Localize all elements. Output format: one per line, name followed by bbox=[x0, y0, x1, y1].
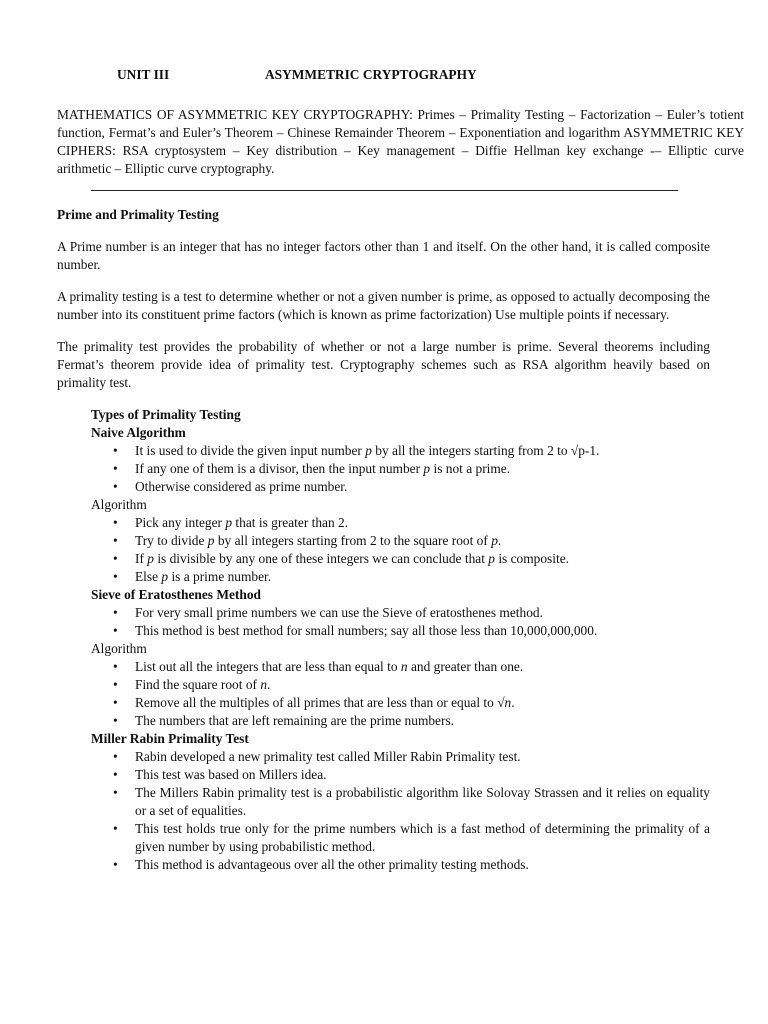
italic-variable: p bbox=[423, 461, 431, 476]
item-text: by all integers starting from 2 to the square root of bbox=[214, 533, 492, 548]
item-text: Pick any integer bbox=[135, 515, 226, 530]
item-text: is composite. bbox=[494, 551, 569, 566]
item-text: . bbox=[511, 695, 515, 710]
italic-variable: p bbox=[488, 551, 495, 566]
list-item bbox=[135, 460, 676, 478]
types-section bbox=[91, 406, 710, 874]
item-text: is divisible by any one of these integers we can conclude that bbox=[153, 551, 489, 566]
paragraph-prime-definition: A Prime number is an integer that has no integer factors other than 1 and itself. On the other hand, it is called composite number. bbox=[57, 239, 710, 272]
list-item bbox=[135, 820, 710, 856]
naive-heading: Naive Algorithm bbox=[91, 425, 186, 440]
item-text: This test was based on Millers idea. bbox=[135, 767, 327, 782]
list-item bbox=[135, 532, 676, 550]
list-item bbox=[135, 442, 676, 460]
paragraph-primality-testing: A primality testing is a test to determine whether or not a given number is prime, as opposed to actually decomposing the number into its constituent prime factors (which is known as prime factorization) Use multiple points if necessary. bbox=[57, 289, 710, 322]
list-item bbox=[135, 784, 710, 820]
item-text: For very small prime numbers we can use the Sieve of eratosthenes method. bbox=[135, 605, 543, 620]
section-heading: Prime and Primality Testing bbox=[57, 207, 219, 222]
list-item bbox=[135, 604, 676, 622]
unit-number: UNIT III bbox=[117, 67, 170, 82]
naive-algorithm-label: Algorithm bbox=[91, 497, 147, 512]
item-text: Remove all the multiples of all primes that are less than or equal to √ bbox=[135, 695, 505, 710]
sieve-algorithm-label: Algorithm bbox=[91, 641, 147, 656]
sieve-algorithm-list bbox=[91, 658, 676, 730]
list-item bbox=[135, 856, 710, 874]
naive-algorithm-list bbox=[91, 514, 676, 586]
item-text: is not a prime. bbox=[430, 461, 511, 476]
italic-variable: p bbox=[161, 569, 169, 584]
paragraph-primality-probability: The primality test provides the probability of whether or not a large number is prime. Several theorems including Fermat’s theorem provide idea of primality test. Cryptography schemes such as RSA algorithm heavily based on primality test. bbox=[57, 339, 710, 390]
item-text: This method is advantageous over all the other primality testing methods. bbox=[135, 857, 529, 872]
item-text: If any one of them is a divisor, then the input number bbox=[135, 461, 424, 476]
item-text: This method is best method for small numbers; say all those less than 10,000,000,000. bbox=[135, 623, 598, 638]
item-text: is a prime number. bbox=[168, 569, 272, 584]
item-text: and greater than one. bbox=[407, 659, 524, 674]
italic-variable: p bbox=[491, 533, 498, 548]
syllabus-paragraph: MATHEMATICS OF ASYMMETRIC KEY CRYPTOGRAPHY: Primes – Primality Testing – Factorization – Euler’s totient function, Fermat’s and Euler’s Theorem – Chinese Remainder Theorem – Exponentiation and logarithm ASYMMETRIC KEY CIPHERS: RSA cryptosystem – Key distribution – Key management – Diffie Hellman key exchange -– Elliptic curve arithmetic – Elliptic curve cryptography. bbox=[57, 107, 744, 176]
italic-variable: p bbox=[207, 533, 215, 548]
list-item bbox=[135, 550, 676, 568]
item-text: Rabin developed a new primality test called Miller Rabin Primality test. bbox=[135, 749, 521, 764]
horizontal-rule bbox=[91, 190, 678, 191]
sieve-heading: Sieve of Eratosthenes Method bbox=[91, 587, 261, 602]
italic-variable: p bbox=[225, 515, 233, 530]
item-text: It is used to divide the given input number bbox=[135, 443, 366, 458]
item-text: If bbox=[135, 551, 148, 566]
item-text: Otherwise considered as prime number. bbox=[135, 479, 348, 494]
item-text: Try to divide bbox=[135, 533, 208, 548]
list-item bbox=[135, 694, 676, 712]
italic-variable: p bbox=[365, 443, 372, 458]
list-item bbox=[135, 568, 676, 586]
types-heading: Types of Primality Testing bbox=[91, 407, 241, 422]
italic-variable: n bbox=[400, 659, 408, 674]
italic-variable: p bbox=[147, 551, 154, 566]
list-item bbox=[135, 766, 710, 784]
italic-variable: n bbox=[504, 695, 512, 710]
item-text: . bbox=[497, 533, 502, 548]
item-text: This test holds true only for the prime numbers which is a fast method of determining the primality of a given number by using probabilistic method. bbox=[135, 821, 710, 854]
unit-header bbox=[117, 66, 676, 84]
item-text: List out all the integers that are less than equal to bbox=[135, 659, 401, 674]
item-text: The numbers that are left remaining are the prime numbers. bbox=[135, 713, 455, 728]
miller-heading: Miller Rabin Primality Test bbox=[91, 731, 249, 746]
item-text: that is greater than 2. bbox=[232, 515, 349, 530]
list-item bbox=[135, 514, 676, 532]
italic-variable: n bbox=[260, 677, 268, 692]
list-item bbox=[135, 676, 676, 694]
item-text: Find the square root of bbox=[135, 677, 261, 692]
list-item bbox=[135, 748, 710, 766]
unit-title: ASYMMETRIC CRYPTOGRAPHY bbox=[265, 67, 477, 82]
list-item bbox=[135, 658, 676, 676]
list-item bbox=[135, 622, 676, 640]
list-item bbox=[135, 478, 676, 496]
sieve-bullet-list bbox=[91, 604, 676, 640]
item-text: . bbox=[267, 677, 271, 692]
naive-bullet-list bbox=[91, 442, 676, 496]
item-text: The Millers Rabin primality test is a probabilistic algorithm like Solovay Strassen and it relies on equality or a set of equalities. bbox=[135, 785, 710, 818]
list-item bbox=[135, 712, 676, 730]
item-text: Else bbox=[135, 569, 162, 584]
item-text: by all the integers starting from 2 to √p-1. bbox=[371, 443, 600, 458]
miller-bullet-list bbox=[91, 748, 710, 874]
